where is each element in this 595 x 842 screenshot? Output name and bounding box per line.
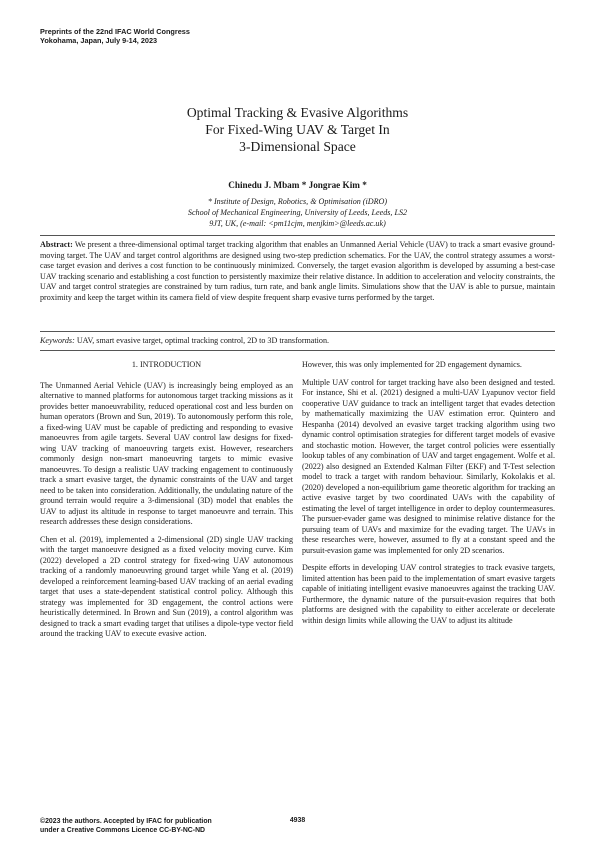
right-column [302,360,555,633]
paragraph: The Unmanned Aerial Vehicle (UAV) is increasingly being employed as an alternative to manned platforms for autonomous target tracking missions as it provides better manoeuvrability, reduced operational cost and less burden on human operators (Brown and Sun, 2019). To autonomously perform this role, a fixed-wing UAV must be capable of predicting and responding to evasive manoeuvres from agile targets. Several UAV control law designs for fixed-wing UAV tracking of manoeuvring targets exist. However, researchers commonly design non-smart manoeuvring targets to mimic evasive manoeuvres. To design a realistic UAV tracking engagement to continuously track a smart evasive target, the dynamic constraints of the UAV and target need to be taken into consideration. Additionally, the undulating nature of the ground terrain would require a 3-dimensional (3D) model that enables the UAV to adjust its altitude in response to target manoeuvre and terrain. This research addresses these design considerations. [40,380,293,526]
affiliation-line-1: * Institute of Design, Robotics, & Optimisation (iDRO) [207,197,388,206]
title-line-3: 3-Dimensional Space [239,139,356,154]
abstract-label: Abstract: [40,240,73,249]
left-column [40,360,293,647]
conference-location-date: Yokohama, Japan, July 9-14, 2023 [40,36,158,45]
copyright-line-1: ©2023 the authors. Accepted by IFAC for publication [40,818,212,825]
title-line-2: For Fixed-Wing UAV & Target In [205,122,390,137]
title-line-1: Optimal Tracking & Evasive Algorithms [186,105,409,120]
keywords-bottom-rule [40,350,555,351]
affiliation-line-3: 9JT, UK, (e-mail: <pm11cjm, menjkim>@leeds.ac.uk) [209,219,386,228]
abstract-top-rule [40,235,555,236]
abstract-text: We present a three-dimensional optimal target tracking algorithm that enables an Unmanned Aerial Vehicle (UAV) to track a smart evasive ground-moving target. The UAV and target control algorithms are designed using two-step prediction schematics. For the UAV, the control strategy assumes a worst-case target evasion and derives a cost function to be continuously minimized. Conversely, the target evasion algorithm is developed by assuming a best-case UAV tracking scenario and establishing a cost function to persistently maximize their relative distance. In addition to acceleration and velocity constraints, the UAV and target control strategies are constrained by turn radius, turn rate, and bank angle limits. Simulations show that the UAV is able to pursue, maintain proximity and keep the target within its camera field of view despite frequent sharp evasive turns performed by the target. [40,240,555,302]
abstract [40,240,555,304]
affiliation [0,196,595,229]
paper-title [0,104,595,155]
keywords [40,336,555,347]
conference-name: Preprints of the 22nd IFAC World Congress [40,27,190,36]
page-number: 4938 [289,817,306,824]
keywords-text: UAV, smart evasive target, optimal tracking control, 2D to 3D transformation. [76,336,330,345]
paragraph: Multiple UAV control for target tracking have also been designed and tested. For instance, Shi et al. (2021) designed a multi-UAV Lyapunov vector field cooperative UAV guidance to track an intelligent target that evades detection by mathematically maximizing the UAV estimation error. Quintero and Hespanha (2014) devolved an evasive target tracking algorithm using two dynamic control optimisation strategies for different target models of evasive and stochastic motion. However, the target control policies were essentially lookup tables of any combination of UAV and target engagement. Wolfe et al. (2022) also designed an Extended Kalman Filter (EKF) and T-Test selection model to track a target with random behaviour. Similarly, Kokolakis et al. (2020) developed a non-equilibrium game theoretic algorithm for tracking an active evasive target by two coordinated UAVs with the capability of estimating the level of target intelligence in order to deploy countermeasures. The pursuer-evader game was designed to minimise relative distance for the pursuing team of UAVs and maximize for the evading target. The UAVs in these researches were, however, assumed to fly at a constant speed and the pursuit-evasion game was implemented for only 2D scenarios. [302,377,555,555]
paragraph: However, this was only implemented for 2D engagement dynamics. [302,360,522,369]
abstract-bottom-rule [40,331,555,332]
paragraph: Chen et al. (2019), implemented a 2-dimensional (2D) single UAV tracking with the target manoeuvre designed as a fixed velocity moving curve. Kim (2022) developed a 2D control strategy for fixed-wing UAV autonomous tracking of a randomly manoeuvring ground target while Yang et al. (2019) developed a reinforcement learning-based UAV tracking of an aerial evading target that uses a state-dependent statistical control policy. Although this strategy was implemented for 3D engagement, the control actions were heuristically determined. In Brown and Sun (2019), a control algorithm was designed to track a smart evading target that utilises a dipole-type vector field around the tracking UAV to execute evasive action. [40,534,293,638]
copyright-line-2: under a Creative Commons Licence CC-BY-NC-ND [40,827,206,834]
section-heading-introduction: 1. INTRODUCTION [131,360,202,369]
author-list: Chinedu J. Mbam * Jongrae Kim * [228,180,367,190]
conference-header [40,27,190,45]
keywords-label: Keywords: [40,336,75,345]
paragraph: Despite efforts in developing UAV control strategies to track evasive targets, limited attention has been paid to the implementation of smart evasive targets capable of initiating intelligent evasive manoeuvres against the tracking UAV. Furthermore, the dynamic nature of the pursuit-evasion requires that both platforms are designed with the capability to either accelerate or decelerate within design limits while allowing the UAV to adjust its altitude [302,563,555,625]
affiliation-line-2: School of Mechanical Engineering, University of Leeds, Leeds, LS2 [187,208,408,217]
